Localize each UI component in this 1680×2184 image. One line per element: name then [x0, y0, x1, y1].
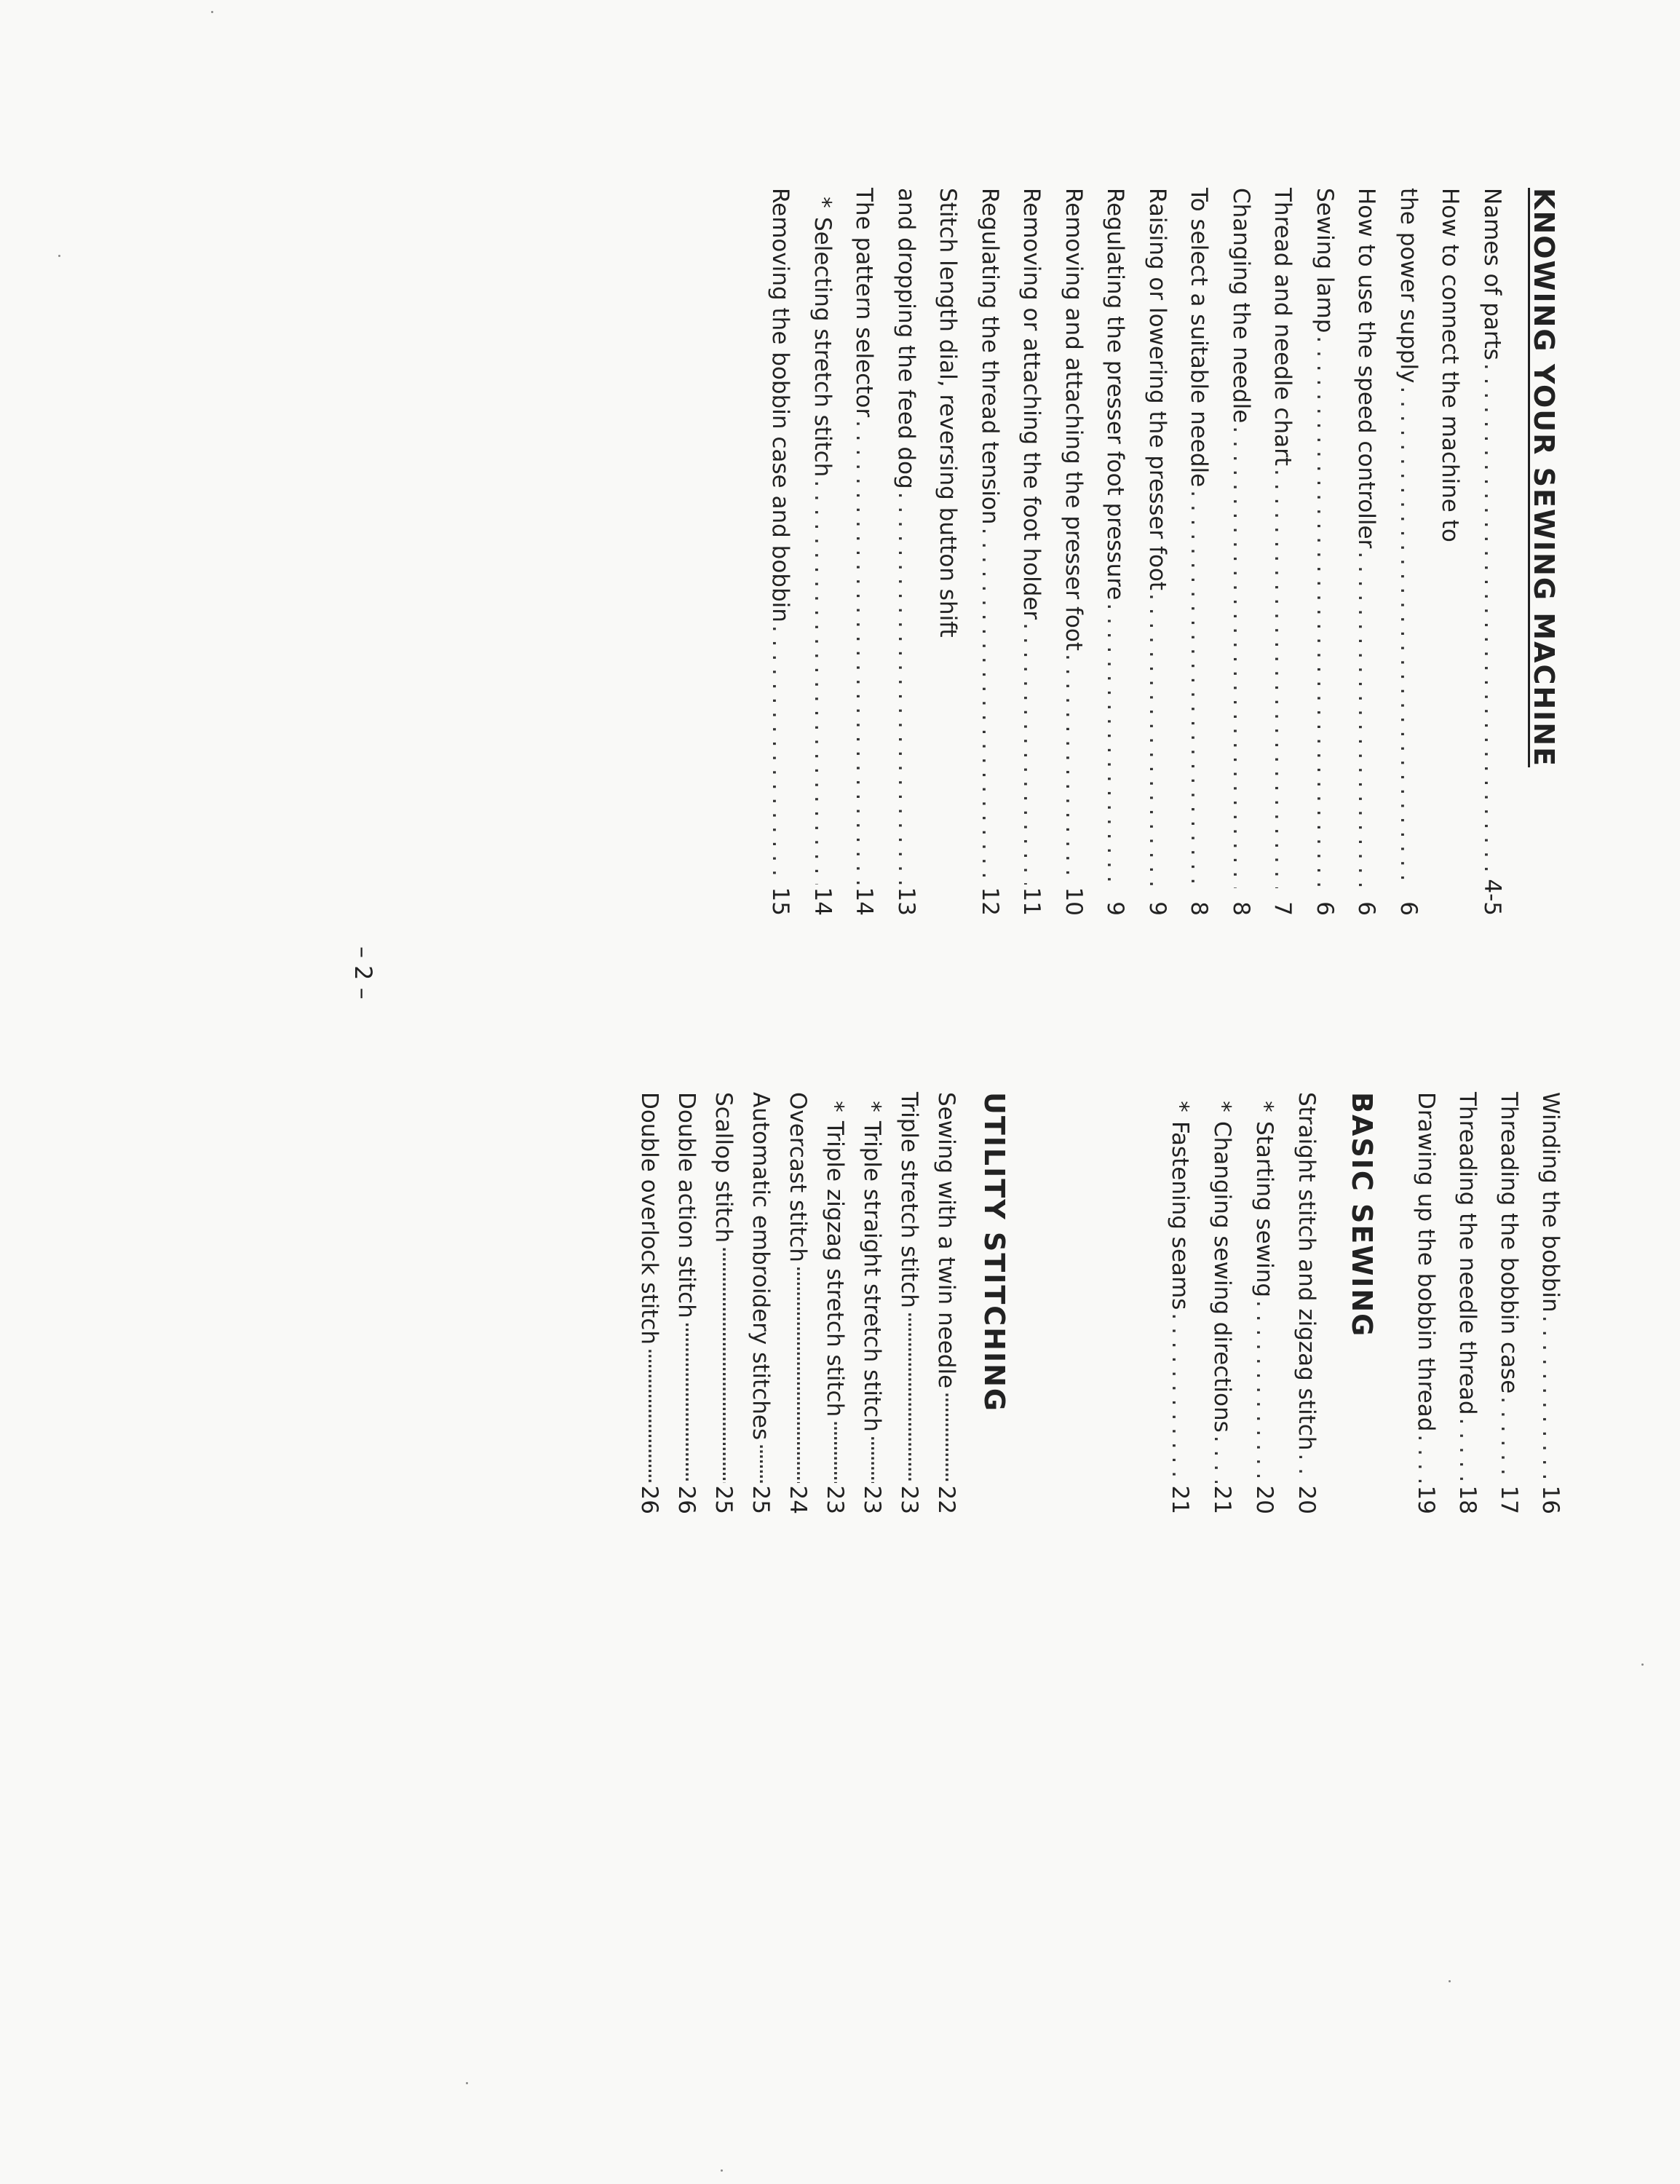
toc-entry — [1438, 188, 1464, 916]
toc-entry — [893, 188, 919, 916]
toc-entry-label — [1270, 188, 1296, 466]
toc-entry-text: Removing the bobbin case and bobbin — [767, 188, 794, 622]
toc-entry-label — [768, 188, 794, 622]
toc-entry-label — [1537, 1092, 1564, 1313]
section-heading-utility: UTILITY STITCHING — [978, 1092, 1010, 1413]
toc-entry-page: 17 — [1496, 1485, 1522, 1514]
dot-leader — [673, 1321, 700, 1483]
toc-entry-text: Selecting stretch stitch — [809, 217, 836, 478]
page-number: – 2 – — [349, 946, 377, 1000]
toc-entry-label — [1228, 188, 1254, 423]
toc-entry-page: 20 — [1293, 1485, 1320, 1514]
dot-leader — [859, 1435, 885, 1483]
scan-speck — [721, 2169, 723, 2172]
toc-entry-text: Straight stitch and zigzag stitch — [1293, 1092, 1320, 1451]
section-heading-basic: BASIC SEWING — [1346, 1092, 1378, 1338]
toc-entry-label — [893, 188, 919, 489]
toc-entry-text: Removing and attaching the presser foot — [1061, 188, 1087, 651]
toc-entry-page: 6 — [1353, 901, 1380, 916]
toc-entry-text: Double action stitch — [673, 1092, 700, 1318]
toc-entry — [1395, 188, 1422, 916]
dot-leader — [1167, 1313, 1193, 1482]
toc-entry-label — [1251, 1092, 1277, 1297]
toc-entry-page: 6 — [1312, 901, 1338, 916]
toc-entry-page: 25 — [748, 1485, 774, 1514]
toc-entry — [859, 1092, 885, 1514]
toc-entry-page: 14 — [851, 887, 878, 916]
toc-entry-text: How to use the speed controller — [1353, 188, 1380, 549]
toc-entry-text: Removing or attaching the foot holder — [1018, 188, 1045, 620]
toc-entry — [1537, 1092, 1564, 1514]
dot-leader — [1019, 622, 1045, 884]
toc-entry — [748, 1092, 774, 1514]
toc-entry-text: Triple stretch stitch — [896, 1092, 922, 1308]
toc-entry — [1354, 188, 1380, 916]
toc-entry-label — [935, 188, 962, 638]
toc-entry-text: and dropping the feed dog — [893, 188, 919, 489]
dot-leader — [710, 1246, 737, 1482]
dot-leader — [1537, 1315, 1564, 1483]
toc-entry-label — [748, 1092, 774, 1440]
toc-entry — [852, 188, 878, 916]
toc-entry-text: Automatic embroidery stitches — [748, 1092, 774, 1441]
section-heading-knowing: KNOWING YOUR SEWING MACHINE — [1528, 188, 1560, 768]
toc-entry-label — [859, 1092, 885, 1432]
toc-entry-text: Sewing lamp — [1312, 188, 1338, 333]
toc-entry-text: Overcast stitch — [785, 1092, 811, 1262]
dot-leader — [768, 625, 794, 885]
asterisk-marker: * — [859, 1101, 885, 1112]
toc-entry — [673, 1092, 700, 1514]
toc-entry — [1019, 188, 1045, 916]
toc-entry-text: Regulating the thread tension — [977, 188, 1003, 525]
asterisk-marker: * — [809, 197, 836, 208]
toc-entry-page: 21 — [1209, 1485, 1235, 1514]
toc-entry-page: 12 — [977, 887, 1003, 916]
toc-entry — [1228, 188, 1254, 916]
dot-leader — [1270, 469, 1296, 888]
asterisk-marker: * — [1251, 1101, 1277, 1112]
toc-entry — [768, 188, 794, 916]
dot-leader — [896, 1311, 922, 1483]
toc-entry-label — [896, 1092, 922, 1308]
toc-entry-page: 26 — [636, 1485, 662, 1514]
toc-entry-label — [673, 1092, 700, 1318]
toc-entry-page: 23 — [822, 1485, 848, 1514]
dot-leader — [977, 528, 1003, 885]
toc-entry-text: Triple zigzag stretch stitch — [822, 1121, 848, 1417]
toc-entry-page: 22 — [933, 1485, 959, 1514]
dot-leader — [1312, 336, 1338, 888]
toc-entry — [1251, 1092, 1277, 1514]
toc-entry-page: 10 — [1061, 887, 1087, 916]
toc-entry-page: 24 — [785, 1485, 811, 1514]
toc-entry-page: 23 — [859, 1485, 885, 1514]
toc-entry-text: Winding the bobbin — [1537, 1092, 1564, 1313]
toc-entry-text: Drawing up the bobbin thread — [1413, 1092, 1439, 1432]
toc-entry-label — [785, 1092, 811, 1262]
toc-entry — [1413, 1092, 1439, 1514]
dot-leader — [1251, 1300, 1277, 1483]
scan-speck — [1641, 1663, 1644, 1666]
toc-entry — [1144, 188, 1170, 916]
asterisk-marker: * — [1209, 1101, 1235, 1112]
toc-entry — [710, 1092, 737, 1514]
toc-entry-label — [1454, 1092, 1481, 1415]
toc-entry-page: 20 — [1251, 1485, 1277, 1514]
toc-entry-text: Changing sewing directions — [1209, 1121, 1235, 1433]
toc-entry — [935, 188, 962, 916]
toc-entry-label — [1395, 188, 1422, 384]
toc-entry — [636, 1092, 662, 1514]
dot-leader — [1209, 1436, 1235, 1483]
dot-leader — [1413, 1434, 1439, 1482]
toc-entry-page: 16 — [1537, 1485, 1564, 1514]
toc-entry-text: Changing the needle — [1228, 188, 1254, 424]
toc-entry-label — [1479, 188, 1505, 360]
dot-leader — [636, 1348, 662, 1483]
toc-entry-label — [1061, 188, 1087, 651]
toc-entry-label — [1019, 188, 1045, 620]
dot-leader — [893, 492, 919, 885]
toc-entry-text: Double overlock stitch — [636, 1092, 662, 1345]
toc-entry — [1209, 1092, 1235, 1514]
dot-leader — [809, 480, 836, 884]
dot-leader — [1061, 654, 1087, 885]
dot-leader — [1395, 387, 1422, 888]
toc-entry-label — [710, 1092, 737, 1243]
toc-entry-text: Regulating the presser foot pressure — [1102, 188, 1129, 601]
toc-entry-text: Triple straight stretch stitch — [859, 1121, 885, 1432]
dot-leader — [1454, 1418, 1481, 1483]
toc-entry-label — [1496, 1092, 1522, 1393]
dot-leader — [1186, 490, 1213, 888]
toc-entry-label — [822, 1092, 848, 1417]
toc-entry-page: 13 — [893, 887, 919, 916]
toc-entry — [785, 1092, 811, 1514]
toc-entry-label — [933, 1092, 959, 1388]
toc-entry-page: 21 — [1167, 1485, 1193, 1514]
toc-entry-page: 14 — [809, 887, 836, 916]
toc-entry — [1270, 188, 1296, 916]
scan-speck — [211, 11, 213, 13]
toc-entry-text: To select a suitable needle — [1186, 188, 1213, 488]
toc-entry-page: 6 — [1395, 901, 1422, 916]
toc-entry — [1061, 188, 1087, 916]
toc-entry-label — [1438, 188, 1464, 542]
toc-entry-label — [636, 1092, 662, 1345]
toc-entry-page: 7 — [1269, 901, 1296, 916]
toc-entry-page: 18 — [1454, 1485, 1481, 1514]
toc-entry — [1167, 1092, 1193, 1514]
toc-entry-page: 8 — [1228, 901, 1254, 916]
dot-leader — [852, 420, 878, 884]
toc-entry-text: Starting sewing — [1251, 1121, 1277, 1298]
asterisk-marker: * — [1167, 1101, 1193, 1112]
toc-entry-label — [977, 188, 1003, 525]
scan-speck — [466, 2082, 468, 2084]
dot-leader — [785, 1265, 811, 1483]
toc-entry-text: Raising or lowering the presser foot — [1144, 188, 1170, 591]
toc-entry-page: 23 — [896, 1485, 922, 1514]
toc-entry — [896, 1092, 922, 1514]
dot-leader — [1144, 593, 1170, 888]
dot-leader — [1103, 603, 1129, 888]
toc-entry — [1293, 1092, 1320, 1514]
toc-entry-page: 15 — [767, 887, 794, 916]
toc-entry-text: the power supply — [1395, 188, 1422, 384]
scan-speck — [58, 255, 60, 257]
toc-entry-text: How to connect the machine to — [1437, 188, 1464, 542]
toc-entry-label — [1312, 188, 1338, 333]
toc-entry-label — [1167, 1092, 1193, 1310]
toc-entry-label — [1103, 188, 1129, 600]
toc-entry — [1454, 1092, 1481, 1514]
dot-leader — [933, 1391, 959, 1482]
toc-entry-label — [1354, 188, 1380, 548]
toc-entry-text: Fastening seams — [1167, 1121, 1193, 1310]
toc-entry — [977, 188, 1003, 916]
toc-entry-text: Threading the needle thread — [1454, 1092, 1481, 1415]
toc-entry-page: 8 — [1186, 901, 1213, 916]
toc-entry-label — [852, 188, 878, 417]
toc-entry-page: 4-5 — [1479, 879, 1505, 916]
toc-entry — [1479, 188, 1505, 916]
toc-entry — [809, 188, 836, 916]
toc-entry-text: The pattern selector — [851, 188, 878, 418]
toc-entry-text: Sewing with a twin needle — [933, 1092, 959, 1389]
toc-entry-page: 25 — [710, 1485, 737, 1514]
dot-leader — [1479, 363, 1505, 876]
toc-entry-text: Stitch length dial, reversing button shift — [935, 188, 962, 638]
toc-entry-page: 9 — [1102, 901, 1129, 916]
toc-entry-text: Names of parts — [1479, 188, 1505, 360]
toc-entry-label — [809, 188, 836, 477]
toc-entry-page: 26 — [673, 1485, 700, 1514]
asterisk-marker: * — [822, 1101, 848, 1112]
scan-speck — [1449, 1980, 1451, 1982]
toc-entry-text: Scallop stitch — [710, 1092, 737, 1243]
toc-entry-label — [1293, 1092, 1320, 1450]
toc-entry-label — [1209, 1092, 1235, 1433]
toc-entry — [933, 1092, 959, 1514]
toc-entry — [1496, 1092, 1522, 1514]
toc-entry-label — [1186, 188, 1213, 487]
toc-entry — [822, 1092, 848, 1514]
toc-entry — [1103, 188, 1129, 916]
toc-entry-page: 9 — [1144, 901, 1170, 916]
toc-entry-text: Threading the bobbin case — [1496, 1092, 1522, 1394]
toc-entry-page: 19 — [1413, 1485, 1439, 1514]
toc-entry-label — [1144, 188, 1170, 590]
toc-entry-page: 11 — [1018, 887, 1045, 916]
dot-leader — [1354, 551, 1380, 888]
toc-entry — [1186, 188, 1213, 916]
toc-entry — [1312, 188, 1338, 916]
toc-entry-label — [1413, 1092, 1439, 1431]
dot-leader — [1293, 1453, 1320, 1482]
dot-leader — [748, 1443, 774, 1482]
dot-leader — [1228, 426, 1254, 888]
dot-leader — [1496, 1396, 1522, 1482]
toc-entry-text: Thread and needle chart — [1269, 188, 1296, 467]
dot-leader — [822, 1420, 848, 1482]
